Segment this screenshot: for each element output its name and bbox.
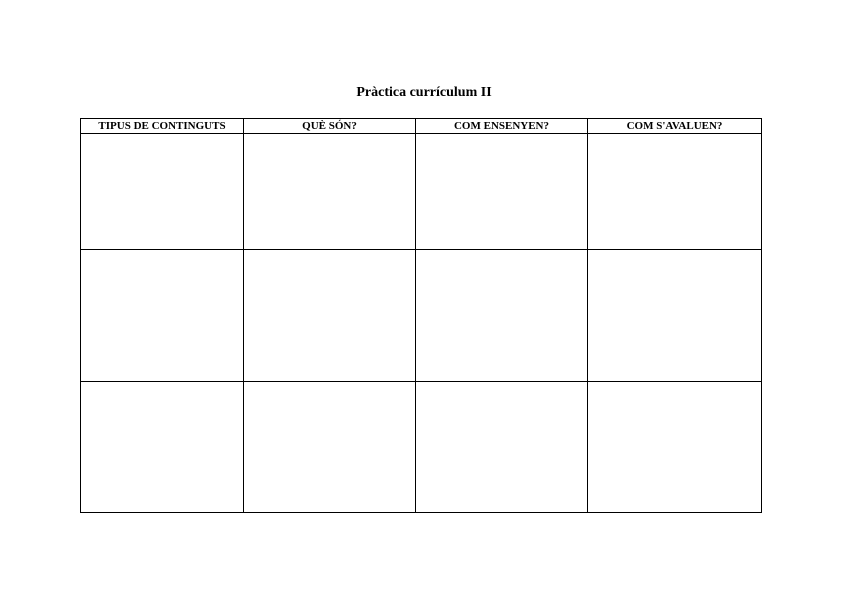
page-title: Pràctica currículum II xyxy=(356,85,492,100)
table-cell[interactable] xyxy=(416,134,588,250)
table-row xyxy=(81,382,762,513)
table-cell[interactable] xyxy=(416,382,588,513)
table-cell[interactable] xyxy=(588,382,762,513)
table-header-row xyxy=(81,119,762,134)
table-cell[interactable] xyxy=(244,382,416,513)
table-cell[interactable] xyxy=(81,382,244,513)
table-cell[interactable] xyxy=(244,134,416,250)
content-table xyxy=(80,118,762,513)
header-com-savaluen: COM S'AVALUEN? xyxy=(588,119,762,134)
table-row xyxy=(81,250,762,382)
table-cell[interactable] xyxy=(81,250,244,382)
table-cell[interactable] xyxy=(244,250,416,382)
table-cell[interactable] xyxy=(416,250,588,382)
header-com-ensenyen: COM ENSENYEN? xyxy=(416,119,588,134)
table-cell[interactable] xyxy=(588,250,762,382)
header-tipus-de-continguts: TIPUS DE CONTINGUTS xyxy=(81,119,244,134)
header-que-son: QUÈ SÓN? xyxy=(244,119,416,134)
table-row xyxy=(81,134,762,250)
table-cell[interactable] xyxy=(81,134,244,250)
table-cell[interactable] xyxy=(588,134,762,250)
